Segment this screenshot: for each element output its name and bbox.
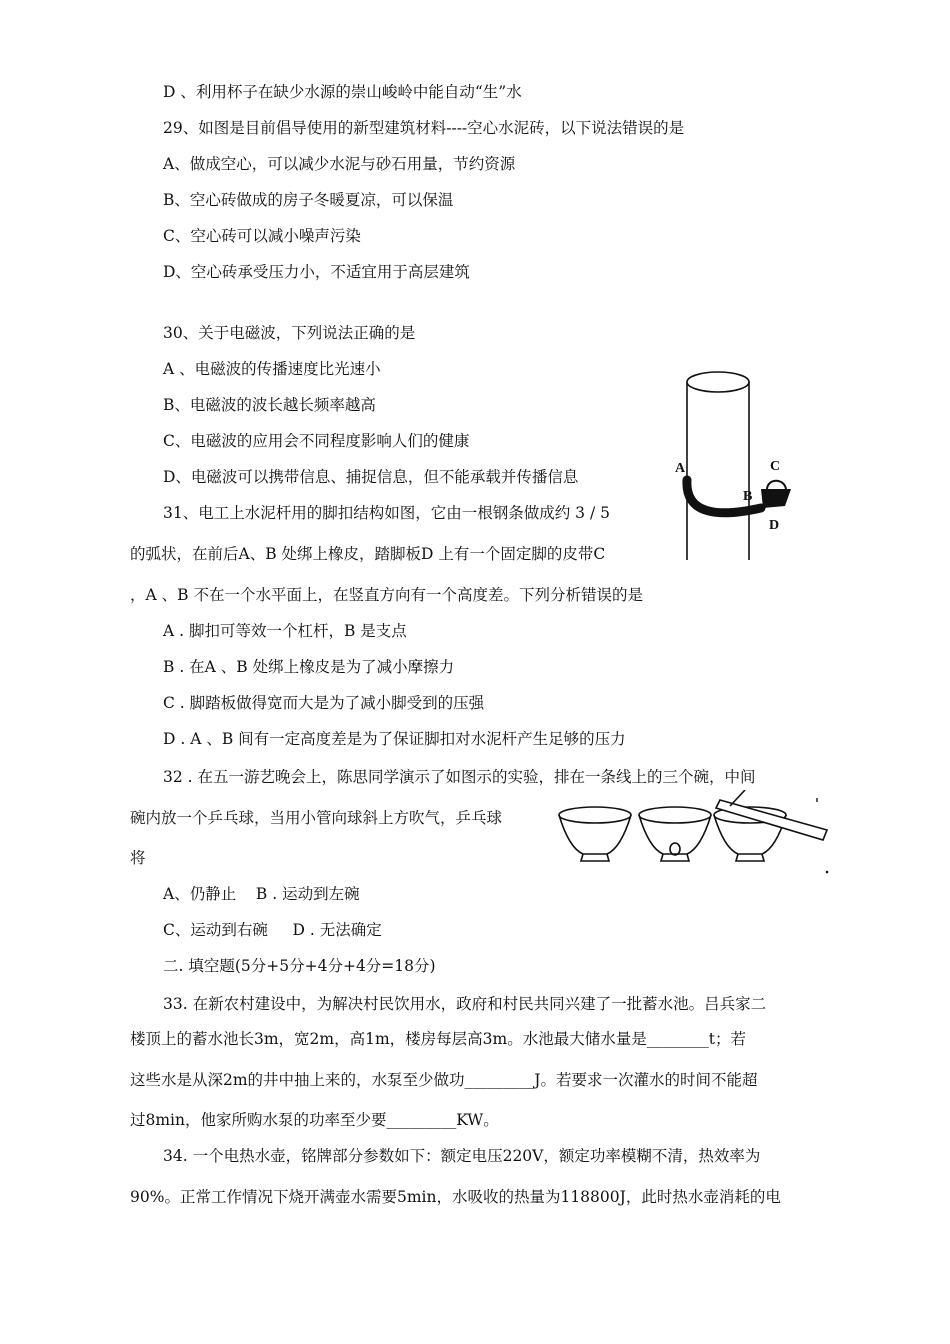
q30-option-a: A 、电磁波的传播速度比光速小	[163, 360, 381, 378]
q32-options-ab: A、仍静止 B . 运动到左碗	[163, 885, 360, 903]
q31-option-d: D . A 、B 间有一定高度差是为了保证脚扣对水泥杆产生足够的压力	[163, 730, 626, 748]
q32-stem-line2: 碗内放一个乒乓球，当用小管向球斜上方吹气，乒乓球	[130, 809, 503, 827]
q31-stem-line2: 的弧状，在前后A、B 处绑上橡皮，踏脚板D 上有一个固定脚的皮带C	[130, 545, 606, 563]
q34-line2: 90%。正常工作情况下烧开满壶水需要5min，水吸收的热量为118800J，此时热水壶消耗的电	[130, 1188, 781, 1206]
q31-option-c: C . 脚踏板做得宽而大是为了减小脚受到的压强	[163, 694, 485, 712]
label-a: A	[675, 461, 686, 476]
label-d: D	[769, 518, 780, 533]
section-2-heading: 二. 填空题(5分+5分+4分+4分=18分)	[163, 957, 436, 975]
q28-option-d: D 、利用杯子在缺少水源的崇山峻岭中能自动“生”水	[163, 83, 522, 101]
q29-option-a: A、做成空心，可以减少水泥与砂石用量，节约资源	[163, 155, 516, 173]
q30-option-d: D、电磁波可以携带信息、捕捉信息，但不能承载并传播信息	[163, 468, 579, 486]
three-bowls-figure	[555, 790, 845, 880]
q30-option-b: B、电磁波的波长越长频率越高	[163, 396, 376, 414]
q29-stem: 29、如图是目前倡导使用的新型建筑材料----空心水泥砖，以下说法错误的是	[163, 119, 685, 137]
q34-line1: 34. 一个电热水壶，铭牌部分参数如下：额定电压220V，额定功率模糊不清，热效率为	[163, 1147, 761, 1165]
label-c: C	[770, 459, 781, 474]
q33-line4: 过8min，他家所购水泵的功率至少要_________KW。	[130, 1111, 499, 1129]
label-b: B	[743, 489, 753, 504]
q30-stem: 30、关于电磁波，下列说法正确的是	[163, 324, 416, 342]
q32-stem-line1: 32 . 在五一游艺晚会上，陈思同学演示了如图示的实验，排在一条线上的三个碗，中间	[163, 768, 756, 786]
pole-foot-clamp-figure	[665, 362, 805, 562]
q31-option-a: A . 脚扣可等效一个杠杆，B 是支点	[163, 622, 407, 640]
q32-options-cd: C、运动到右碗 D . 无法确定	[163, 921, 382, 939]
q29-option-b: B、空心砖做成的房子冬暖夏凉，可以保温	[163, 191, 454, 209]
q33-line2: 楼顶上的蓄水池长3m，宽2m，高1m，楼房每层高3m。水池最大储水量是________t；若	[130, 1030, 746, 1048]
q31-option-b: B . 在A 、B 处绑上橡皮是为了减小摩擦力	[163, 658, 455, 676]
q29-option-c: C、空心砖可以减小噪声污染	[163, 227, 361, 245]
q31-stem-line1: 31、电工上水泥杆用的脚扣结构如图，它由一根钢条做成约 3 / 5	[163, 504, 610, 522]
q29-option-d: D、空心砖承受压力小，不适宜用于高层建筑	[163, 263, 470, 281]
q33-line1: 33. 在新农村建设中，为解决村民饮用水，政府和村民共同兴建了一批蓄水池。吕兵家二	[163, 995, 767, 1013]
q32-stem-line3: 将	[130, 849, 146, 867]
q30-option-c: C、电磁波的应用会不同程度影响人们的健康	[163, 432, 470, 450]
q31-stem-line3: ，A 、B 不在一个水平面上，在竖直方向有一个高度差。下列分析错误的是	[130, 586, 643, 604]
q33-line3: 这些水是从深2m的井中抽上来的，水泵至少做功_________J。若要求一次灌水的时间不能超	[130, 1071, 758, 1089]
